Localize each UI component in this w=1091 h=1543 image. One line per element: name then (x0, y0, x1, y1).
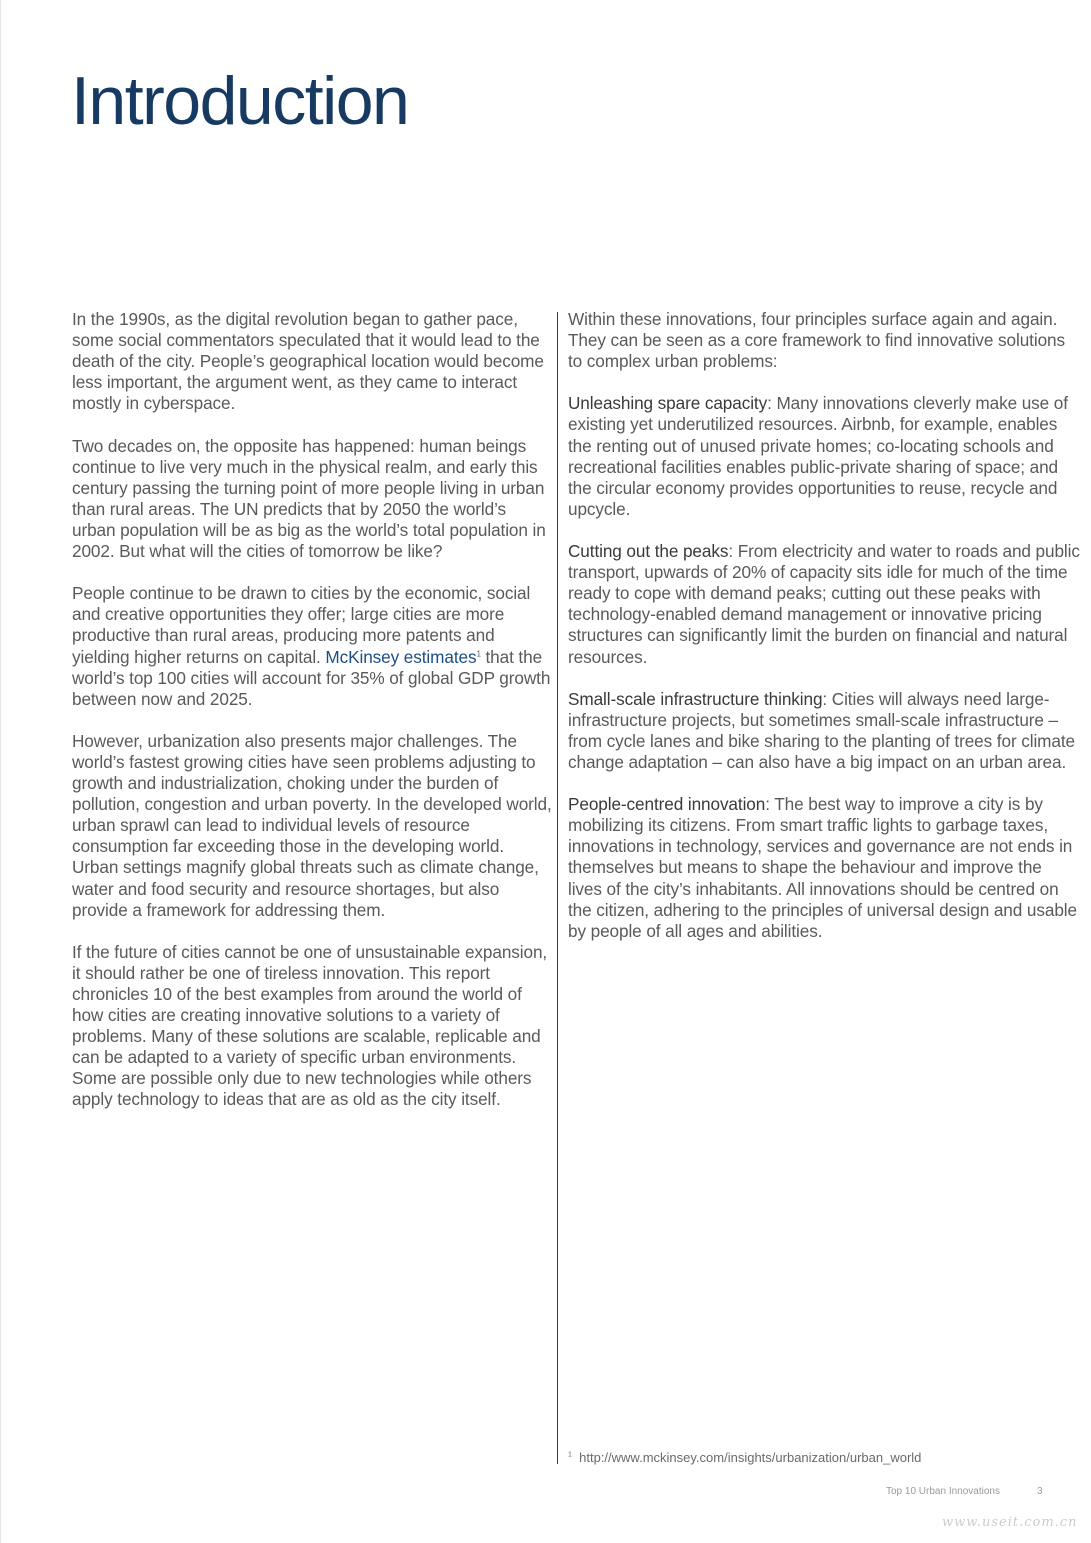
paragraph: In the 1990s, as the digital revolution began to gather pace, some social commentators speculated that it would lead to the death of the city. People’s geographical location would become less important, the argument went, as they came to interact mostly in cyberspace. (72, 309, 544, 414)
page-number: 3 (1037, 1486, 1043, 1497)
principle-cutting-out-peaks (568, 541, 1080, 668)
column-divider (557, 312, 558, 1464)
watermark: www.useit.com.cn (942, 1515, 1078, 1530)
principle-term: People-centred innovation (568, 794, 766, 815)
principle-text: : Cities will always need large-infrastructure projects, but sometimes small-scale infrastructure – from cycle lanes and bike sharing to the planting of trees for climate change adaptation – can also have a big impact on an urban area. (568, 688, 1075, 772)
footnote-marker: 1 (568, 1451, 572, 1459)
paragraph: Within these innovations, four principles surface again and again. They can be seen as a core framework to find innovative solutions to complex urban problems: (568, 309, 1065, 372)
page-title: Introduction (71, 63, 409, 139)
footnote (568, 1450, 921, 1465)
principle-term: Cutting out the peaks (568, 541, 729, 562)
paragraph-text: People continue to be drawn to cities by the economic, social and creative opportunities they offer; large cities are more productive than rural areas, producing more patents and yielding higher returns on capital. (72, 583, 531, 667)
principle-term: Small-scale infrastructure thinking (568, 688, 823, 709)
principle-small-scale-infrastructure (568, 689, 1080, 773)
left-column (72, 309, 552, 1132)
paragraph: If the future of cities cannot be one of unsustainable expansion, it should rather be one of tireless innovation. This report chronicles 10 of the best examples from around the world of how cities are creating innovative solutions to a variety of problems. Many of these solutions are scalable, replicable and can be adapted to a variety of specific urban environments. Some are possible only due to new technologies while others apply technology to ideas that are as old as the city itself. (72, 941, 548, 1110)
footer-doc-title: Top 10 Urban Innovations (886, 1486, 1000, 1497)
right-column (568, 309, 1080, 963)
principle-people-centred-innovation (568, 794, 1080, 942)
principle-text: : Many innovations cleverly make use of existing yet underutilized resources. Airbnb, for example, enables the renting out of unused private homes; co-locating schools and recreational facilities enables public-private sharing of space; and the circular economy provides opportunities to reuse, recycle and upcycle. (568, 393, 1068, 519)
footnote-ref[interactable]: 1 (476, 648, 481, 658)
page-edge (0, 0, 1, 1543)
footnote-url[interactable]: http://www.mckinsey.com/insights/urbanization/urban_world (579, 1450, 922, 1465)
principle-term: Unleashing spare capacity (568, 393, 768, 414)
mckinsey-link[interactable]: McKinsey estimates (325, 646, 477, 667)
paragraph-text: that the world’s top 100 cities will account for 35% of global GDP growth between now and 2025. (72, 646, 551, 709)
paragraph: Two decades on, the opposite has happened: human beings continue to live very much in the physical realm, and early this century passing the turning point of more people living in urban than rural areas. The UN predicts that by 2050 the world’s urban population will be as big as the world’s total population in 2002. But what will the cities of tomorrow be like? (72, 435, 546, 562)
principle-text: : The best way to improve a city is by mobilizing its citizens. From smart traffic lights to garbage taxes, innovations in technology, services and governance are not ends in themselves but means to shape the behaviour and improve the lives of the city’s inhabitants. All innovations should be centred on the citizen, adhering to the principles of universal design and usable by people of all ages and abilities. (568, 794, 1077, 941)
paragraph (72, 583, 552, 710)
principle-unleashing-spare-capacity (568, 393, 1080, 520)
paragraph: However, urbanization also presents major challenges. The world’s fastest growing cities have seen problems adjusting to growth and industrialization, choking under the burden of pollution, congestion and urban poverty. In the developed world, urban sprawl can lead to individual levels of resource consumption far exceeding those in the developing world. Urban settings magnify global threats such as climate change, water and food security and resource shortages, but also provide a framework for addressing them. (72, 730, 552, 920)
principle-text: : From electricity and water to roads and public transport, upwards of 20% of capacity sits idle for much of the time ready to cope with demand peaks; cutting out these peaks with technology-enabled demand management or innovative pricing structures can significantly limit the burden on financial and natural resources. (568, 541, 1080, 667)
